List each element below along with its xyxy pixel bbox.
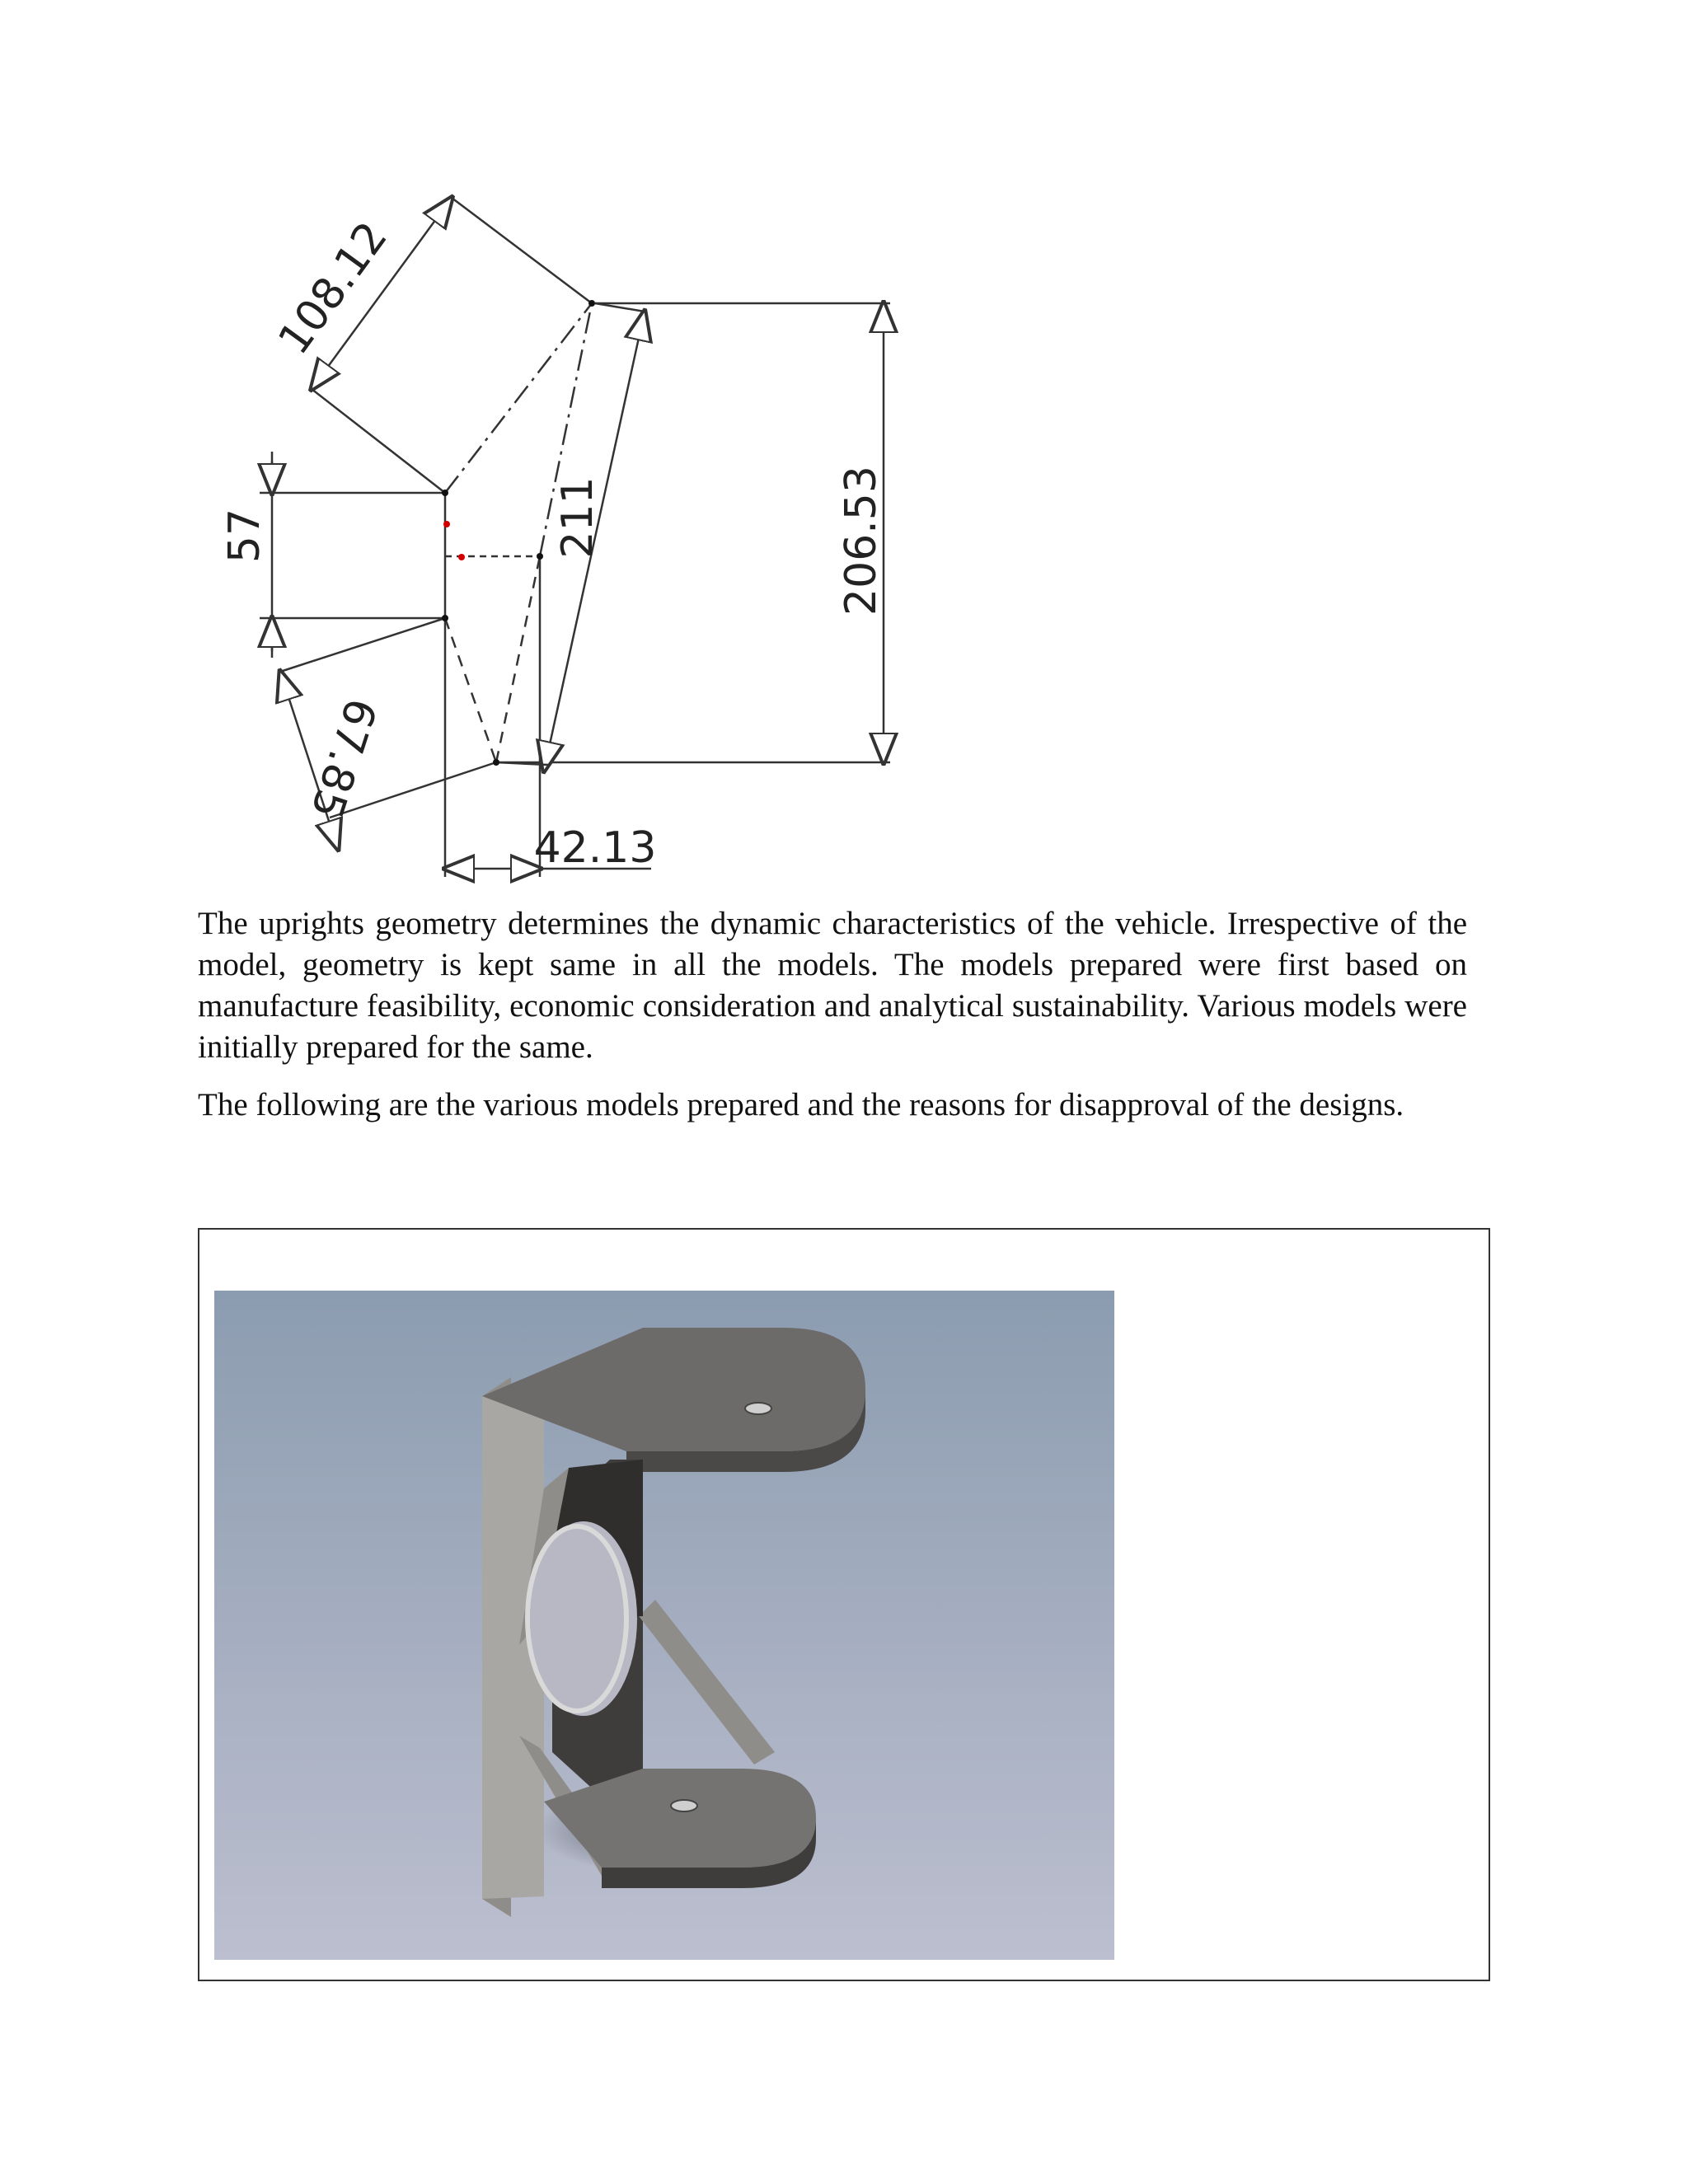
node-top	[588, 300, 595, 307]
upright-axis-short	[496, 556, 540, 762]
node-mid	[537, 553, 543, 560]
node-bottom	[493, 759, 499, 766]
dim-label-211: 211	[553, 476, 603, 559]
dim-108-ext-2	[452, 198, 592, 303]
dim-108-ext-1	[312, 389, 445, 493]
upright-3d-render	[214, 1291, 1114, 1960]
dim-211-ext	[595, 303, 645, 312]
node-lower	[442, 615, 448, 621]
dim-label-57: 57	[220, 508, 270, 564]
bottom-hole	[671, 1800, 697, 1811]
dim-label-108: 108.12	[269, 213, 397, 364]
dim-label-42: 42.13	[533, 823, 657, 873]
upright-axis-lower	[445, 618, 496, 762]
marker-red-2	[458, 554, 465, 560]
upright-axis-upper	[445, 303, 592, 493]
dim-67-ext-1	[280, 618, 445, 672]
body-paragraph-2: The following are the various models prepared and the reasons for disapproval of the designs.	[198, 1087, 1404, 1122]
geometry-dimension-drawing	[0, 0, 1688, 890]
figure-frame	[198, 1228, 1490, 1981]
body-paragraph-1: The uprights geometry determines the dynamic characteristics of the vehicle. Irrespective of the model, geometry is kept same in all the models. The models prepared were first based on manufacture feasibility, economic consideration and analytical sustainability. Various models were initially prepared for the same.	[198, 906, 1467, 1065]
node-upper	[442, 490, 448, 496]
dim-label-206: 206.53	[837, 466, 886, 616]
marker-red-1	[443, 521, 450, 527]
top-hole	[745, 1403, 771, 1414]
dim-label-67: 67.85	[300, 692, 386, 825]
